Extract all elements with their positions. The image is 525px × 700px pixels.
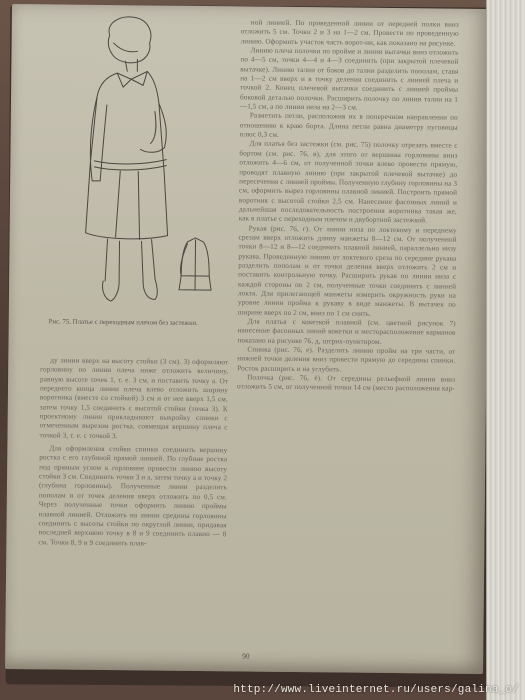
paragraph: Для платья без застежки (см. рис. 75) полочку отрезать вместе с бортом (см. рис. 76, в), для этого от вершины горловины вниз отложить 4—6 см, от полученной точки влево провести прямую, проводят плавную линию (при закрытой плечевой вытачке) до пересечения с линией проймы. Полученную глубину горловины на 3 см, оформить вырез горловины плавной линией. Построить прямой воротник с высотой стойки 2,5 см. Нанесение фасонных линий и дальнейшая последовательность построения воротника такая же, как в платье с переходным плечом и двубортной застежкой. [238,139,458,225]
dress-sketch-icon [49,12,230,314]
page-number: 90 [242,651,250,661]
paragraph: Полочка (рис. 76, ё). От середины рельефной линии вниз отложить 5 см, от полученной точки 14 см (место расположения кар- [236,373,456,394]
left-text-column [38,356,228,549]
paragraph: ду линии вверх на высоту стойки (3 см). 3) оформляют горловину по линии плеча ниже отложить величину, равную высоте точек 1, т. е. 3 см, и поставить точку а. От переднего конца линии плеча влево отложить ширину воротника (вместе со стойкой) 3 см и от нее вверх 1,5 см, затем точку 1,5 соединить с высотой стойки (точка 3). К проектному линии прикладывают выкройку спинки с отмеченным вырезом ростка, совмещая вершину плеча с точкой 3, т. е. с точкой 3. [39,356,229,440]
book-page [5,4,490,674]
paragraph: Для платья с кокеткой плавной (см. цветной рисунок 7) нанесение фасонных линий кокетки и месторасположение карманов показано на рисунке 76, д, штрих-пунктиром. [237,317,456,346]
figure-caption: Рис. 75. Платье с переходным плечом без застежки. [48,318,198,327]
paragraph: Разметить петли, расположив их в поперечном направлении по отношению к краю борта. Длина петли равна диаметру пуговицы плюс 0,3 см. [239,111,458,139]
book-page-edges [486,0,525,700]
paragraph: Линию плеча полочки по пройме и линии вытачки вниз отложить по 4—5 см, точки 4—4 и 4—3 соединить (при закрытой плечевой вытачке). Линию талии от боков до талии разделить пополам, ставя на 1—2 см вверх и в точку деления соединить с линией плеча и точкой 2. Конец плечевой вытачки соединить с линией проймы боковой деталью полочки. Расширить полочку по линии талии на 1—1,5 см, а по линии низа на 2—3 см. [239,46,459,112]
right-text-column [237,18,459,394]
paragraph: Для оформления стойки спинки соединить вершину ростка с его глубиной прямой линией. По глубине ростка под прямым углом к горловине провести линию высоту стойки 3 см. Соединить точки 3 и а, затем точку а и точку 2 (глубина горловины). Полученные линии разделить пополам и от точек деления вверх отложить по 0,5 см. Через полученные точки оформить линию проймы плавной линией. Отложить на линии средины горловины соединить с высоты стойки по округлой линии, придавая последней верхнюю точку в 8 и 9 соединить плавно — 8 см. Точки 8, 9 и 9 соединить плав- [38,444,228,547]
paragraph: Рукав (рис. 76, г). От линии низа по локтевому и переднему срезам вверх отложить длину манжеты 8—12 см. От полученной точки 8—12 и 8—12 соединить плавной линией, параллельно низу рукава. Проведенную линию от локтевого среза по середине рукава разделить пополам и от точки деления вверх отложить 2 см и поставить контрольную точку. Расширить рукав по линии низа с каждой стороны по 2 см, полученные точки соединить с линией локтя. Для прилегающей манжеты измерить окружность руки на уровне линии пройма к рукаву в виде манжеты. В вытачек по ширине вверх по 2 см, вниз по 1 см снять. [237,224,457,318]
paragraph: Спинка (рис. 76, е). Разделить линию пройм на три части, от нижней точки деления вниз провести прямую до середины спинки. Росток расширить и на углубить. [237,345,456,374]
watermark-url: http://www.liveinternet.ru/users/galina_o/ [233,684,519,696]
fashion-illustration [49,12,230,314]
paragraph: ной линией. По приведенной линии от передней полки вниз отложить 5 см. Точки 2 и 3 на 1—2 см. Провести по проведенную линию. Оформить участок часть ворот-ни, как показано на рисунке. [240,18,459,48]
